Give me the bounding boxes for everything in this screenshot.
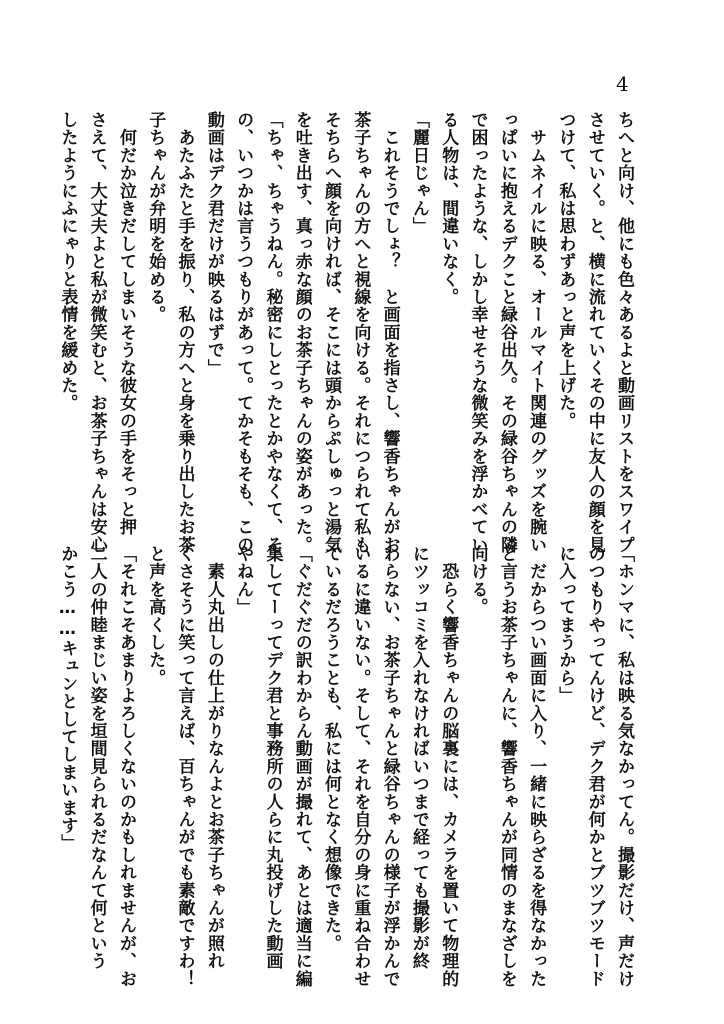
text-line: 恐らく響香ちゃんの脳裏には、カメラを置いて物理的	[438, 545, 459, 988]
text-line: 素人丸出しの仕上がりなんよとお茶子ちゃんが照れ	[203, 545, 224, 970]
text-line: 子ちゃんが弁明を始める。	[145, 111, 166, 324]
text-line: 「ちゃ、ちゃうねん。秘密にしとったとかやなくて、そ	[262, 111, 283, 554]
text-line: だからつい画面に入り、一緒に映らざるを得なかった	[526, 545, 547, 988]
text-line: くさそうに笑って言えば、百ちゃんがでも素敵ですわ！	[174, 545, 195, 988]
text-line: の、いつかは言うつもりがあって。てかそもそも、この	[233, 111, 254, 554]
text-line: 動画はデク君だけが映るはずで」	[203, 111, 224, 377]
text-line: わらない、お茶子ちゃんと緑谷ちゃんの様子が浮かんで	[379, 545, 400, 988]
text-block-bottom	[57, 545, 638, 988]
text-line: 何だか泣きだしてしまいそうな彼女の手をそっと押	[115, 111, 136, 536]
text-line: で困ったような、しかし幸せそうな微笑みを浮かべてい	[467, 111, 488, 554]
text-line: さえて、大丈夫よと私が微笑むと、お茶子ちゃんは安心	[86, 111, 107, 554]
text-line: にツッコミを入れなければいつまで経っても撮影が終	[408, 545, 429, 970]
text-line: させていく。と、横に流れていくその中に友人の顔を見	[584, 111, 605, 554]
text-line: やねん」	[233, 545, 254, 616]
text-line: つけて、私は思わずあっと声を上げた。	[555, 111, 576, 430]
text-line: いるに違いない。そして、それを自分の身に重ね合わせ	[350, 545, 371, 988]
text-line: かこう……キュンとしてしまいます」	[57, 545, 78, 852]
text-line: サムネイルに映る、オールマイト関連のグッズを腕い	[526, 111, 547, 554]
text-line: 「ホンマに、私は映る気なかってん。撮影だけ、声だけ	[614, 545, 634, 988]
text-block-top	[57, 111, 638, 554]
text-line: 茶子ちゃんの方へと視線を向ける。それにつられて私も	[350, 111, 371, 554]
text-line: に入ってまうから」	[555, 545, 576, 705]
text-line: 向ける。	[467, 545, 488, 616]
text-line: 「ぐだぐだの訳わからん動画が撮れて、あとは適当に編	[291, 545, 312, 988]
text-line: あたふたと手を振り、私の方へと身を乗り出したお茶	[174, 111, 195, 554]
text-line: 二人の仲睦まじい姿を垣間見られるだなんて何という	[86, 545, 107, 970]
text-line: これそうでしょ？ と画面を指さし、響香ちゃんがお	[379, 111, 400, 554]
text-line: 「麗日じゃん」	[408, 111, 429, 235]
text-line: る人物は、間違いなく。	[438, 111, 459, 306]
text-line: 集してーってデク君と事務所の人らに丸投げした動画	[262, 545, 283, 970]
text-line: そちらへ顔を向ければ、そこには頭からぷしゅっと湯気	[321, 111, 342, 554]
text-line: と言うお茶子ちゃんに、響香ちゃんが同情のまなざしを	[496, 545, 517, 988]
text-line: ているだろうことも、私には何となく想像できた。	[321, 545, 342, 953]
text-line: を吐き出す、真っ赤な顔のお茶子ちゃんの姿があった。	[291, 111, 312, 554]
text-line: 「それこそあまりよろしくないのかもしれませんが、お	[115, 545, 136, 988]
text-line: ちへと向け、他にも色々あるよと動画リストをスワイプ	[614, 111, 634, 554]
text-line: のつもりやってんけど、デク君が何かとブツブツモード	[584, 545, 605, 988]
text-line: したようにふにゃりと表情を緩めた。	[57, 111, 78, 412]
text-line: っぱいに抱えるデクこと緑谷出久。その緑谷ちゃんの隣	[496, 111, 517, 554]
page-number: 4	[616, 72, 629, 96]
text-line: と声を高くした。	[145, 545, 166, 687]
